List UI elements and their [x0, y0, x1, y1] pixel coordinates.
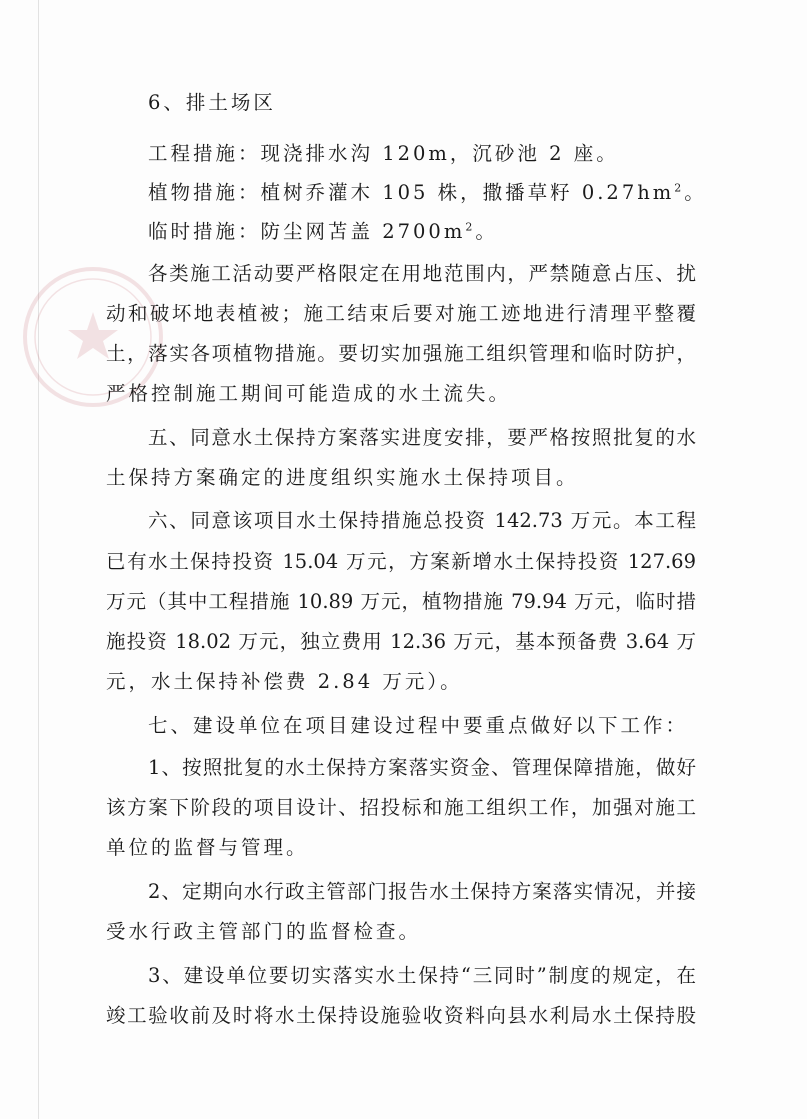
scan-edge-line [38, 0, 39, 1119]
temporary-measures-line: 临时措施：防尘网苫盖 $2700m^2$。 [148, 220, 498, 243]
paragraph-construction-line-2: 动和破坏地表植被；施工结束后要对施工迹地进行清理平整覆 [106, 302, 696, 325]
item-five-line-2: 土保持方案确定的进度组织实施水土保持项目。 [106, 466, 579, 489]
paragraph-construction-line-1: 各类施工活动要严格限定在用地范围内，严禁随意占压、扰 [148, 262, 696, 285]
item-six-line-3: 万元（其中工程措施 10.89 万元，植物措施 79.94 万元，临时措 [106, 590, 696, 613]
item-six-line-1: 六、同意该项目水土保持措施总投资 142.73 万元。本工程 [148, 509, 696, 532]
item-seven-heading: 七、建设单位在项目建设过程中要重点做好以下工作： [148, 714, 689, 737]
item-six-line-5: 元，水土保持补偿费 2.84 万元）。 [106, 670, 463, 693]
item-six-line-4: 施投资 18.02 万元，独立费用 12.36 万元，基本预备费 3.64 万 [106, 630, 696, 653]
subitem-two-line-2: 受水行政主管部门的监督检查。 [106, 920, 422, 943]
subitem-three-line-1: 3、建设单位要切实落实水土保持“三同时”制度的规定，在 [148, 964, 696, 987]
subitem-one-line-3: 单位的监督与管理。 [106, 836, 309, 859]
subitem-three-line-2: 竣工验收前及时将水土保持设施验收资料向县水利局水土保持股 [106, 1004, 696, 1027]
subitem-one-line-2: 该方案下阶段的项目设计、招投标和施工组织工作，加强对施工 [106, 796, 696, 819]
vegetation-measures-line: 植物措施：植树乔灌木 105 株，撒播草籽 $0.27hm^2$。 [148, 181, 707, 204]
section-heading-dump-area: 6、排土场区 [148, 91, 276, 114]
item-six-line-2: 已有水土保持投资 15.04 万元，方案新增水土保持投资 127.69 [106, 550, 696, 573]
item-five-line-1: 五、同意水土保持方案落实进度安排，要严格按照批复的水 [148, 426, 696, 449]
paragraph-construction-line-3: 土，落实各项植物措施。要切实加强施工组织管理和临时防护， [106, 342, 696, 365]
subitem-one-line-1: 1、按照批复的水土保持方案落实资金、管理保障措施，做好 [148, 756, 696, 779]
subitem-two-line-1: 2、定期向水行政主管部门报告水土保持方案落实情况，并接 [148, 880, 696, 903]
paragraph-construction-line-4: 严格控制施工期间可能造成的水土流失。 [106, 382, 512, 405]
engineering-measures-line: 工程措施：现浇排水沟 120m，沉砂池 2 座。 [148, 142, 619, 165]
